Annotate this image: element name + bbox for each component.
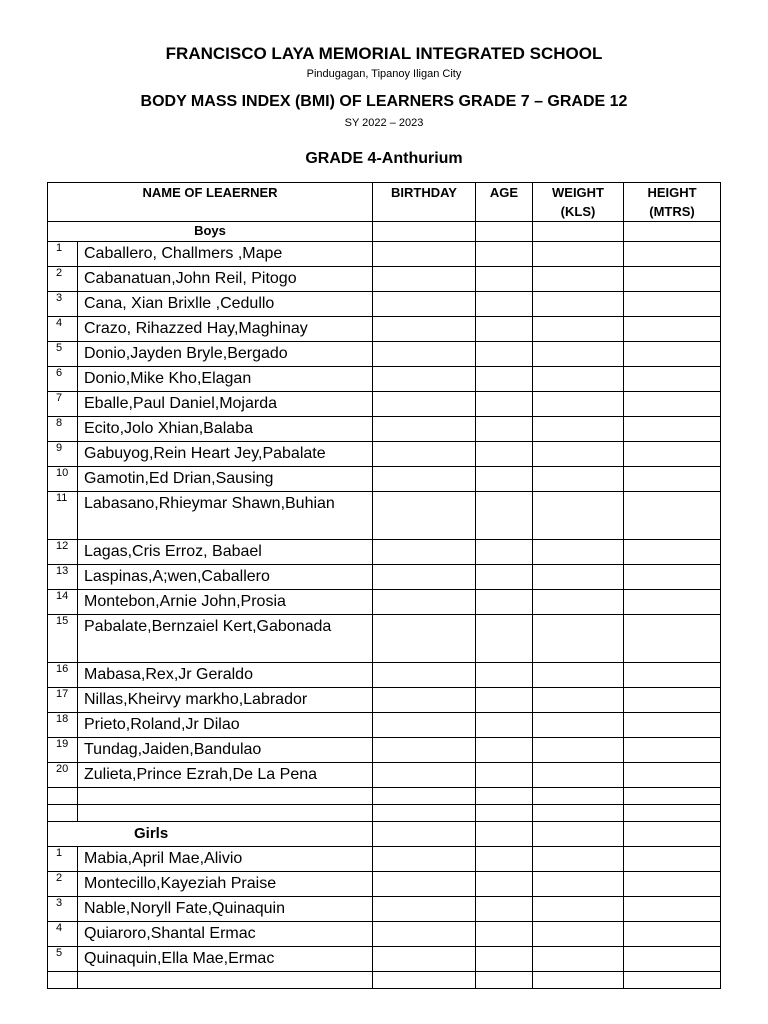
- cell-age: [476, 713, 533, 738]
- cell-height: [624, 822, 721, 847]
- blank-cell: [476, 972, 533, 989]
- cell-birthday: [373, 688, 476, 713]
- blank-cell: [533, 805, 624, 822]
- section-girls-label: Girls: [48, 822, 373, 847]
- cell-birthday: [373, 897, 476, 922]
- cell-age: [476, 872, 533, 897]
- cell-age: [476, 615, 533, 663]
- table-row: [48, 442, 721, 467]
- cell-height: [624, 713, 721, 738]
- document-title: BODY MASS INDEX (BMI) OF LEARNERS GRADE 7 – GRADE 12: [140, 93, 628, 110]
- cell-birthday: [373, 540, 476, 565]
- cell-age: [476, 897, 533, 922]
- cell-height: [624, 565, 721, 590]
- cell-height: [624, 467, 721, 492]
- table-row: [48, 540, 721, 565]
- cell-age: [476, 292, 533, 317]
- blank-row: [48, 805, 721, 822]
- learner-name: Crazo, Rihazzed Hay,Maghinay: [78, 317, 373, 342]
- cell-weight: [533, 292, 624, 317]
- table-row: [48, 292, 721, 317]
- table-body: [48, 222, 721, 989]
- cell-age: [476, 367, 533, 392]
- learner-name: Ecito,Jolo Xhian,Balaba: [78, 417, 373, 442]
- cell-height: [624, 342, 721, 367]
- blank-cell: [78, 972, 373, 989]
- cell-height: [624, 492, 721, 540]
- learner-name: Montebon,Arnie John,Prosia: [78, 590, 373, 615]
- row-number: 4: [48, 317, 78, 342]
- cell-height: [624, 738, 721, 763]
- cell-height: [624, 267, 721, 292]
- cell-age: [476, 442, 533, 467]
- learner-name: Lagas,Cris Erroz, Babael: [78, 540, 373, 565]
- cell-weight: [533, 590, 624, 615]
- cell-weight: [533, 367, 624, 392]
- row-number: 18: [48, 713, 78, 738]
- cell-birthday: [373, 738, 476, 763]
- blank-cell: [48, 805, 78, 822]
- cell-weight: [533, 342, 624, 367]
- school-year: SY 2022 – 2023: [344, 117, 424, 129]
- cell-weight: [533, 442, 624, 467]
- school-address: Pindugagan, Tipanoy Iligan City: [306, 68, 462, 80]
- cell-age: [476, 738, 533, 763]
- table-row: [48, 565, 721, 590]
- cell-weight: [533, 492, 624, 540]
- learner-name: Cana, Xian Brixlle ,Cedullo: [78, 292, 373, 317]
- col-header-weight: WEIGHT (KLS): [533, 183, 624, 222]
- cell-birthday: [373, 615, 476, 663]
- learner-name: Quinaquin,Ella Mae,Ermac: [78, 947, 373, 972]
- cell-weight: [533, 565, 624, 590]
- blank-cell: [48, 972, 78, 989]
- row-number: 8: [48, 417, 78, 442]
- cell-age: [476, 822, 533, 847]
- table-row: [48, 847, 721, 872]
- cell-weight: [533, 847, 624, 872]
- table-row: [48, 897, 721, 922]
- row-number: 16: [48, 663, 78, 688]
- section-girls: [48, 822, 721, 847]
- cell-height: [624, 417, 721, 442]
- cell-birthday: [373, 242, 476, 267]
- cell-weight: [533, 540, 624, 565]
- learner-name: Labasano,Rhieymar Shawn,Buhian: [78, 492, 373, 540]
- row-number: 13: [48, 565, 78, 590]
- cell-weight: [533, 317, 624, 342]
- col-header-name: NAME OF LEAERNER: [48, 183, 373, 222]
- cell-birthday: [373, 565, 476, 590]
- row-number: 20: [48, 763, 78, 788]
- cell-weight: [533, 922, 624, 947]
- cell-weight: [533, 467, 624, 492]
- learner-name: Laspinas,A;wen,Caballero: [78, 565, 373, 590]
- section-boys: [48, 222, 721, 242]
- table-row: [48, 342, 721, 367]
- row-number: 1: [48, 242, 78, 267]
- cell-height: [624, 222, 721, 242]
- blank-cell: [624, 805, 721, 822]
- table-row: [48, 688, 721, 713]
- cell-age: [476, 342, 533, 367]
- bmi-table: [47, 182, 721, 989]
- col-header-height: HEIGHT (MTRS): [624, 183, 721, 222]
- cell-weight: [533, 267, 624, 292]
- table-row: [48, 317, 721, 342]
- learner-name: Prieto,Roland,Jr Dilao: [78, 713, 373, 738]
- blank-cell: [78, 805, 373, 822]
- cell-birthday: [373, 663, 476, 688]
- learner-name: Tundag,Jaiden,Bandulao: [78, 738, 373, 763]
- cell-birthday: [373, 267, 476, 292]
- table-row: [48, 713, 721, 738]
- cell-birthday: [373, 317, 476, 342]
- cell-age: [476, 540, 533, 565]
- blank-cell: [624, 972, 721, 989]
- blank-cell: [78, 788, 373, 805]
- cell-birthday: [373, 947, 476, 972]
- learner-name: Mabia,April Mae,Alivio: [78, 847, 373, 872]
- table-row: [48, 872, 721, 897]
- cell-weight: [533, 663, 624, 688]
- learner-name: Gamotin,Ed Drian,Sausing: [78, 467, 373, 492]
- cell-age: [476, 392, 533, 417]
- cell-height: [624, 663, 721, 688]
- row-number: 2: [48, 267, 78, 292]
- table-header-row: [48, 183, 721, 222]
- cell-age: [476, 763, 533, 788]
- cell-height: [624, 847, 721, 872]
- cell-height: [624, 947, 721, 972]
- blank-cell: [624, 788, 721, 805]
- cell-height: [624, 367, 721, 392]
- row-number: 1: [48, 847, 78, 872]
- cell-height: [624, 540, 721, 565]
- cell-height: [624, 242, 721, 267]
- row-number: 2: [48, 872, 78, 897]
- cell-birthday: [373, 822, 476, 847]
- table-row: [48, 590, 721, 615]
- cell-birthday: [373, 342, 476, 367]
- cell-birthday: [373, 763, 476, 788]
- cell-weight: [533, 713, 624, 738]
- cell-height: [624, 872, 721, 897]
- blank-cell: [533, 972, 624, 989]
- cell-age: [476, 467, 533, 492]
- grade-section: GRADE 4-Anthurium: [305, 150, 463, 167]
- cell-birthday: [373, 590, 476, 615]
- table-row: [48, 947, 721, 972]
- cell-weight: [533, 392, 624, 417]
- row-number: 14: [48, 590, 78, 615]
- cell-weight: [533, 417, 624, 442]
- cell-birthday: [373, 713, 476, 738]
- cell-birthday: [373, 442, 476, 467]
- table-row: [48, 242, 721, 267]
- cell-age: [476, 688, 533, 713]
- blank-cell: [476, 788, 533, 805]
- blank-cell: [373, 972, 476, 989]
- cell-height: [624, 922, 721, 947]
- row-number: 15: [48, 615, 78, 663]
- table-row: [48, 763, 721, 788]
- cell-weight: [533, 872, 624, 897]
- cell-age: [476, 317, 533, 342]
- cell-height: [624, 590, 721, 615]
- cell-age: [476, 565, 533, 590]
- learner-name: Zulieta,Prince Ezrah,De La Pena: [78, 763, 373, 788]
- learner-name: Quiaroro,Shantal Ermac: [78, 922, 373, 947]
- cell-weight: [533, 242, 624, 267]
- table-row: [48, 392, 721, 417]
- row-number: 19: [48, 738, 78, 763]
- blank-row: [48, 972, 721, 989]
- row-number: 5: [48, 342, 78, 367]
- blank-cell: [476, 805, 533, 822]
- cell-birthday: [373, 922, 476, 947]
- cell-birthday: [373, 492, 476, 540]
- school-name: FRANCISCO LAYA MEMORIAL INTEGRATED SCHOOL: [165, 44, 603, 63]
- col-header-age: AGE: [476, 183, 533, 222]
- cell-age: [476, 222, 533, 242]
- cell-age: [476, 847, 533, 872]
- learner-name: Gabuyog,Rein Heart Jey,Pabalate: [78, 442, 373, 467]
- col-header-birthday: BIRTHDAY: [373, 183, 476, 222]
- row-number: 3: [48, 897, 78, 922]
- row-number: 17: [48, 688, 78, 713]
- blank-row: [48, 788, 721, 805]
- cell-age: [476, 417, 533, 442]
- cell-birthday: [373, 392, 476, 417]
- cell-weight: [533, 738, 624, 763]
- table-row: [48, 663, 721, 688]
- blank-cell: [48, 788, 78, 805]
- row-number: 12: [48, 540, 78, 565]
- cell-height: [624, 763, 721, 788]
- cell-age: [476, 947, 533, 972]
- blank-cell: [373, 805, 476, 822]
- learner-name: Mabasa,Rex,Jr Geraldo: [78, 663, 373, 688]
- learner-name: Cabanatuan,John Reil, Pitogo: [78, 267, 373, 292]
- row-number: 7: [48, 392, 78, 417]
- cell-height: [624, 292, 721, 317]
- learner-name: Pabalate,Bernzaiel Kert,Gabonada: [78, 615, 373, 663]
- table-row: [48, 615, 721, 663]
- cell-weight: [533, 947, 624, 972]
- cell-height: [624, 317, 721, 342]
- table-row: [48, 738, 721, 763]
- cell-age: [476, 492, 533, 540]
- cell-age: [476, 663, 533, 688]
- row-number: 3: [48, 292, 78, 317]
- learner-name: Nable,Noryll Fate,Quinaquin: [78, 897, 373, 922]
- learner-name: Donio,Mike Kho,Elagan: [78, 367, 373, 392]
- cell-weight: [533, 897, 624, 922]
- cell-height: [624, 442, 721, 467]
- cell-weight: [533, 763, 624, 788]
- section-boys-label: Boys: [48, 222, 373, 242]
- learner-name: Montecillo,Kayeziah Praise: [78, 872, 373, 897]
- cell-height: [624, 897, 721, 922]
- blank-cell: [373, 788, 476, 805]
- table-row: [48, 267, 721, 292]
- row-number: 6: [48, 367, 78, 392]
- cell-birthday: [373, 367, 476, 392]
- cell-birthday: [373, 292, 476, 317]
- cell-weight: [533, 615, 624, 663]
- learner-name: Caballero, Challmers ,Mape: [78, 242, 373, 267]
- cell-birthday: [373, 222, 476, 242]
- row-number: 5: [48, 947, 78, 972]
- row-number: 10: [48, 467, 78, 492]
- cell-age: [476, 242, 533, 267]
- cell-age: [476, 590, 533, 615]
- blank-cell: [533, 788, 624, 805]
- table-row: [48, 367, 721, 392]
- cell-weight: [533, 222, 624, 242]
- cell-birthday: [373, 417, 476, 442]
- row-number: 9: [48, 442, 78, 467]
- row-number: 4: [48, 922, 78, 947]
- cell-height: [624, 392, 721, 417]
- cell-age: [476, 922, 533, 947]
- cell-birthday: [373, 847, 476, 872]
- cell-height: [624, 615, 721, 663]
- learner-name: Nillas,Kheirvy markho,Labrador: [78, 688, 373, 713]
- cell-weight: [533, 688, 624, 713]
- table-row: [48, 417, 721, 442]
- table-row: [48, 467, 721, 492]
- learner-name: Donio,Jayden Bryle,Bergado: [78, 342, 373, 367]
- table-row: [48, 922, 721, 947]
- cell-birthday: [373, 872, 476, 897]
- learner-name: Eballe,Paul Daniel,Mojarda: [78, 392, 373, 417]
- row-number: 11: [48, 492, 78, 540]
- cell-weight: [533, 822, 624, 847]
- cell-height: [624, 688, 721, 713]
- cell-birthday: [373, 467, 476, 492]
- cell-age: [476, 267, 533, 292]
- table-row: [48, 492, 721, 540]
